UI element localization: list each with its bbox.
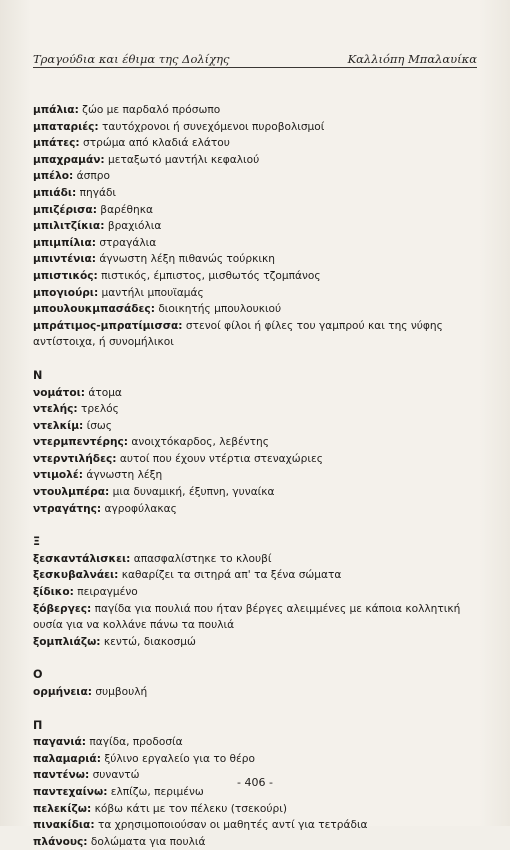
entry-definition: στραγάλια <box>95 236 157 249</box>
entry-term: παντεχαίνω: <box>33 785 108 798</box>
glossary-entry <box>33 684 485 701</box>
entry-term: μπιστικός: <box>33 269 98 282</box>
glossary-entry <box>33 834 485 850</box>
glossary-entry <box>33 451 485 468</box>
entry-term: ορμήνεια: <box>33 686 92 698</box>
entry-definition: ανοιχτόκαρδος, λεβέντης <box>128 436 269 449</box>
glossary-entry <box>33 584 485 601</box>
entry-definition: στρώμα από κλαδιά ελάτου <box>79 137 230 150</box>
entry-term: ντουλμπέρα: <box>33 486 110 499</box>
glossary-section <box>33 667 485 700</box>
entry-term: μπουλουκμπασάδες: <box>33 303 155 316</box>
entry-definition: αγροφύλακας <box>101 502 177 515</box>
entry-term: ντραγάτης: <box>33 502 102 515</box>
entry-definition: κεντώ, διακοσμώ <box>100 635 196 648</box>
entry-term: ξομπλιάζω: <box>33 635 101 648</box>
entry-definition: τα χρησιμοποιούσαν οι μαθητές αντί για τετράδια <box>94 819 368 832</box>
glossary-body <box>33 102 485 850</box>
entry-term: μπέλο: <box>33 170 74 183</box>
entry-definition: μεταξωτό μαντήλι κεφαλιού <box>104 153 260 166</box>
glossary-section <box>33 102 485 351</box>
glossary-entry <box>33 801 485 818</box>
glossary-section <box>33 368 485 517</box>
entry-definition: πειραγμένο <box>73 586 138 599</box>
entry-term: μπράτιμος-μπρατίμισσα: <box>33 319 183 332</box>
entry-definition: δολώματα για πουλιά <box>87 835 206 848</box>
header-rule <box>33 67 477 68</box>
entry-term: μπιλιτζίκια: <box>33 220 105 233</box>
entry-term: μπιάδι: <box>33 186 77 199</box>
entry-definition: αυτοί που έχουν ντέρτια στεναχώριες <box>116 452 323 465</box>
glossary-entry <box>33 185 485 202</box>
entry-term: ξεσκυβαλνάει: <box>33 569 119 582</box>
entry-term: ξίδικο: <box>33 586 74 599</box>
glossary-entry <box>33 601 485 634</box>
entry-definition: τρελός <box>77 403 119 416</box>
entry-definition: ξύλινο εργαλείο για το θέρο <box>100 752 255 765</box>
glossary-entry <box>33 202 485 219</box>
entry-definition: στενοί φίλοι ή φίλες του γαμπρού και της νύφης αντίστοιχα, ή συνομήλικοι <box>33 319 443 349</box>
entry-definition: άγνωστη λέξη <box>83 469 163 482</box>
header-book-title: Τραγούδια και έθιμα της Δολίχης <box>33 52 230 66</box>
entry-definition: παγίδα, προδοσία <box>86 736 183 749</box>
entry-definition: ίσως <box>83 419 113 432</box>
glossary-entry <box>33 567 485 584</box>
entry-term: ντερμπεντέρης: <box>33 436 129 449</box>
glossary-entry <box>33 251 485 268</box>
glossary-entry <box>33 268 485 285</box>
glossary-entry <box>33 418 485 435</box>
entry-term: ξόβεργες: <box>33 602 92 615</box>
glossary-section <box>33 534 485 650</box>
glossary-entry <box>33 119 485 136</box>
glossary-entry <box>33 102 485 119</box>
section-letter-heading: Π <box>33 718 43 732</box>
entry-definition: παγίδα για πουλιά που ήταν βέργες αλειμμένες με κάποια κολλητική ουσία για να κολλάνε πάνω τα πουλιά <box>33 602 461 632</box>
section-letter-heading: Ο <box>33 668 43 682</box>
glossary-entry <box>33 484 485 501</box>
entry-term: ντερντιλήδες: <box>33 452 117 465</box>
entry-term: μπιμπίλια: <box>33 236 96 249</box>
entry-term: μπάτες: <box>33 137 80 150</box>
entry-definition: απασφαλίστηκε το κλουβί <box>130 552 272 565</box>
glossary-entry <box>33 634 485 651</box>
section-letter-heading: Ν <box>33 368 43 382</box>
entry-term: μπιντένια: <box>33 253 97 266</box>
glossary-entry <box>33 218 485 235</box>
entry-definition: μαντήλι μπουϊαμάς <box>98 286 204 299</box>
entry-definition: καθαρίζει τα σιτηρά απ' τα ξένα σώματα <box>118 569 342 582</box>
entry-term: μπάλια: <box>33 104 79 116</box>
glossary-entry <box>33 401 485 418</box>
glossary-entry <box>33 318 485 351</box>
entry-term: πινακίδια: <box>33 819 95 832</box>
glossary-entry <box>33 235 485 252</box>
entry-term: παλαμαριά: <box>33 752 101 765</box>
entry-definition: συναντώ <box>89 769 140 782</box>
entry-definition: άσπρο <box>73 170 110 183</box>
glossary-entry <box>33 751 485 768</box>
entry-term: παντένω: <box>33 769 90 782</box>
glossary-entry <box>33 817 485 834</box>
entry-term: ντελκίμ: <box>33 419 84 432</box>
entry-definition: πιστικός, έμπιστος, μισθωτός τζομπάνος <box>97 269 321 282</box>
glossary-entry <box>33 301 485 318</box>
entry-definition: συμβουλή <box>91 686 148 698</box>
entry-term: πλάνους: <box>33 835 88 848</box>
entry-definition: ταυτόχρονοι ή συνεχόμενοι πυροβολισμοί <box>98 120 325 133</box>
entry-definition: ελπίζω, περιμένω <box>107 785 204 798</box>
entry-definition: βραχιόλια <box>104 220 162 233</box>
entry-term: μπαχραμάν: <box>33 153 105 166</box>
entry-definition: βαρέθηκα <box>96 203 153 216</box>
glossary-entry <box>33 467 485 484</box>
entry-term: ξεσκαντάλισκει: <box>33 552 131 565</box>
header-author: Καλλιόπη Μπαλαυίκα <box>347 52 477 66</box>
entry-term: νομάτοι: <box>33 386 85 399</box>
entry-term: μπιζέρισα: <box>33 203 97 216</box>
entry-definition: άτομα <box>84 386 122 399</box>
entry-term: παγανιά: <box>33 736 87 749</box>
glossary-entry <box>33 551 485 568</box>
entry-term: ντιμολέ: <box>33 469 84 482</box>
entry-definition: κόβω κάτι με τον πέλεκυ (τσεκούρι) <box>91 802 287 815</box>
glossary-entry <box>33 734 485 751</box>
glossary-entry <box>33 501 485 518</box>
glossary-entry <box>33 152 485 169</box>
glossary-entry <box>33 385 485 402</box>
section-letter-heading: Ξ <box>33 535 41 549</box>
entry-term: πελεκίζω: <box>33 802 92 815</box>
entry-definition: ζώο με παρδαλό πρόσωπο <box>78 104 221 116</box>
entry-term: μπογιούρι: <box>33 286 99 299</box>
glossary-entry <box>33 135 485 152</box>
page-number: - 406 - <box>237 776 273 789</box>
glossary-entry <box>33 285 485 302</box>
entry-term: ντελής: <box>33 403 78 416</box>
entry-definition: διοικητής μπουλουκιού <box>154 303 282 316</box>
entry-definition: άγνωστη λέξη πιθανώς τούρκικη <box>96 253 275 266</box>
glossary-entry <box>33 168 485 185</box>
entry-definition: μια δυναμική, έξυπνη, γυναίκα <box>109 486 275 499</box>
entry-definition: πηγάδι <box>76 186 117 199</box>
entry-term: μπαταριές: <box>33 120 99 133</box>
glossary-entry <box>33 434 485 451</box>
